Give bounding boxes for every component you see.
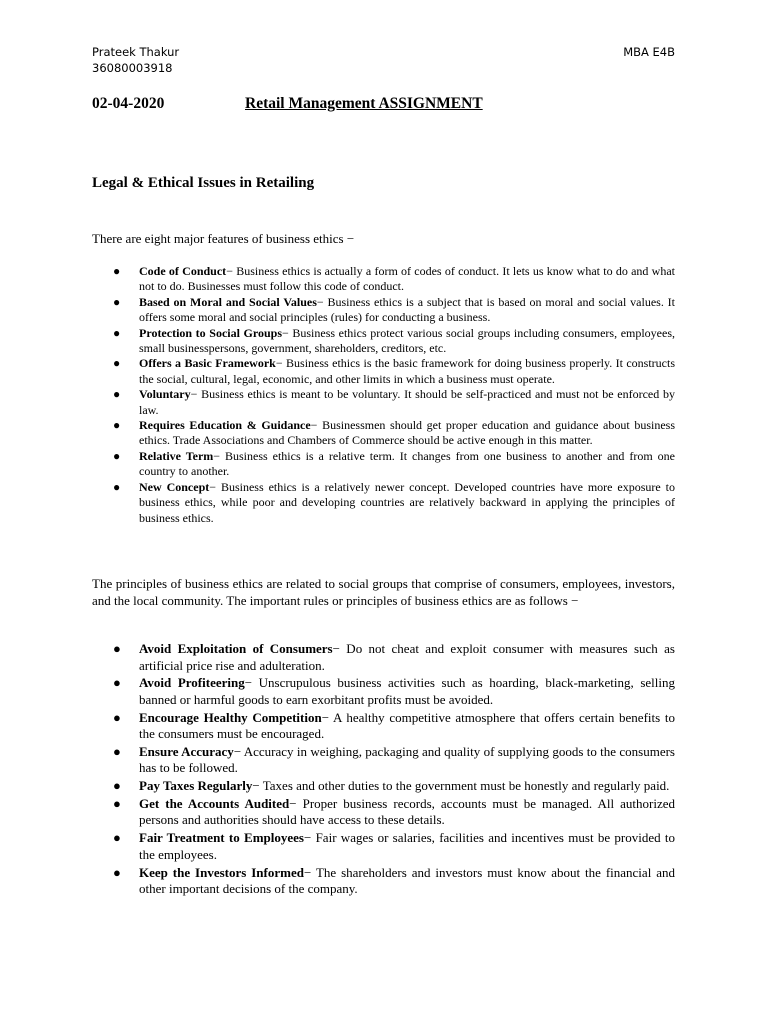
bullet-icon: ● bbox=[113, 830, 121, 846]
list-item: ● Relative Term− Business ethics is a relative term. It changes from one business to another and from one country to another. bbox=[113, 448, 675, 479]
list-item: ● Ensure Accuracy− Accuracy in weighing, packaging and quality of supplying goods to the consumers has to be followed. bbox=[113, 743, 675, 776]
features-list bbox=[92, 264, 675, 526]
list-item: ● Code of Conduct− Business ethics is actually a form of codes of conduct. It lets us know what to do and what not to do. Businesses must follow this code of conduct. bbox=[113, 264, 676, 294]
bullet-icon: ● bbox=[113, 356, 121, 371]
list-item: ● Encourage Healthy Competition− A healthy competitive atmosphere that offers certain benefits to the consumers must be encouraged. bbox=[113, 709, 675, 742]
bullet-icon: ● bbox=[113, 778, 121, 794]
list-item: ● Offers a Basic Framework− Business ethics is the basic framework for doing business properly. It constructs the social, cultural, legal, economic, and other limits in which a business must operate. bbox=[113, 356, 675, 386]
document-title: Retail Management ASSIGNMENT bbox=[245, 95, 483, 112]
features-intro: There are eight major features of business ethics − bbox=[92, 231, 355, 246]
bullet-icon: ● bbox=[113, 709, 121, 725]
bullet-icon: ● bbox=[113, 387, 121, 402]
bullet-icon: ● bbox=[113, 264, 121, 278]
class-label: MBA E4B bbox=[623, 45, 675, 59]
bullet-icon: ● bbox=[113, 795, 121, 811]
page-header bbox=[92, 44, 675, 76]
list-item: ● Based on Moral and Social Values− Business ethics is a subject that is based on moral and social values. It offers some moral and social principles (rules) for conducting a business. bbox=[113, 294, 676, 325]
bullet-icon: ● bbox=[113, 418, 121, 433]
list-item: ● Protection to Social Groups− Business ethics protect various social groups including consumers, employees, small businesspersons, government, shareholders, creditors, etc. bbox=[113, 325, 676, 356]
list-item: ● New Concept− Business ethics is a relatively newer concept. Developed countries have more exposure to business ethics, while poor and developing countries are relatively backward in applying the principles of business ethics. bbox=[113, 479, 676, 525]
list-item: ● Get the Accounts Audited− Proper business records, accounts must be managed. All authorized persons and authorities should have access to these details. bbox=[113, 795, 675, 828]
bullet-icon: ● bbox=[113, 641, 121, 656]
document-date: 02-04-2020 bbox=[92, 95, 165, 112]
list-item: ● Pay Taxes Regularly− Taxes and other duties to the government must be honestly and regularly paid. bbox=[113, 778, 670, 794]
author-name: Prateek Thakur bbox=[92, 45, 180, 59]
bullet-icon: ● bbox=[113, 479, 121, 494]
section-heading: Legal & Ethical Issues in Retailing bbox=[92, 175, 315, 191]
list-item: ● Avoid Exploitation of Consumers− Do not cheat and exploit consumer with measures such as artificial price rise and adulteration. bbox=[113, 641, 675, 673]
list-item: ● Requires Education & Guidance− Businessmen should get proper education and guidance about business ethics. Trade Associations and Chambers of Commerce should be active enough in this matter. bbox=[113, 418, 675, 448]
list-item: ● Fair Treatment to Employees− Fair wages or salaries, facilities and incentives must be provided to the employees. bbox=[113, 830, 675, 862]
principles-list bbox=[92, 641, 675, 899]
list-item: ● Avoid Profiteering− Unscrupulous business activities such as hoarding, black-marketing, selling banned or harmful goods to earn exorbitant profits must be avoided. bbox=[113, 675, 675, 707]
bullet-icon: ● bbox=[113, 743, 121, 759]
bullet-icon: ● bbox=[113, 675, 121, 691]
bullet-icon: ● bbox=[113, 448, 121, 463]
bullet-icon: ● bbox=[113, 325, 121, 340]
list-item: ● Voluntary− Business ethics is meant to be voluntary. It should be self-practiced and must not be enforced by law. bbox=[113, 387, 675, 417]
list-item: ● Keep the Investors Informed− The shareholders and investors must know about the financial and other important decisions of the company. bbox=[113, 864, 675, 897]
bullet-icon: ● bbox=[113, 864, 121, 880]
principles-intro: The principles of business ethics are related to social groups that comprise of consumers, employees, investors, and the local community. The important rules or principles of business ethics are as follows − bbox=[92, 576, 675, 608]
bullet-icon: ● bbox=[113, 294, 121, 309]
id-number: 36080003918 bbox=[92, 61, 173, 75]
